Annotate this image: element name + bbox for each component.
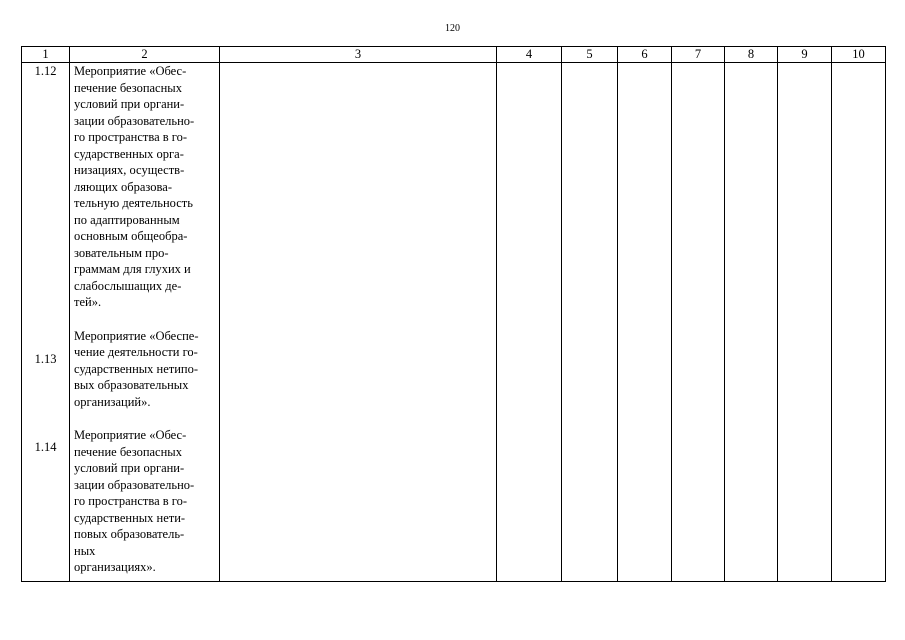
column-header-10: 10: [832, 47, 886, 63]
measure-text-1-12: Мероприятие «Обес- печение безопасных условий при органи- зации образовательно- го пространства в го- сударственных орга- низациях, осуществ- ляющих образова- тельную деятельность по адаптированным основным общеобра- зовательным про- граммам для глухих и слабослышащих де- тей».: [74, 64, 195, 309]
table-row: [22, 63, 886, 582]
row-number-1-14: 1.14: [34, 440, 57, 454]
measure-text-1-13: Мероприятие «Обеспе- чение деятельности го- сударственных нетипо- вых образовательных организаций».: [74, 328, 199, 409]
column-header-1: 1: [22, 47, 70, 63]
column-7-cell: [672, 63, 725, 582]
column-header-5: 5: [562, 47, 618, 63]
page-number: 120: [445, 23, 460, 34]
column-10-cell: [832, 63, 886, 582]
header-row: [22, 47, 886, 63]
row-number-1-13: 1.13: [34, 351, 57, 366]
column-8-cell: [725, 63, 778, 582]
measure-text-1-14: Мероприятие «Обес- печение безопасных условий при органи- зации образовательно- го пространства в го- сударственных нети- повых образователь- ных организациях».: [74, 428, 195, 574]
column-header-3: 3: [220, 47, 497, 63]
measures-table: [21, 46, 886, 582]
column-4-cell: [497, 63, 562, 582]
column-6-cell: [618, 63, 672, 582]
number-column-cell: [22, 63, 70, 582]
column-header-7: 7: [672, 47, 725, 63]
column-5-cell: [562, 63, 618, 582]
column-header-8: 8: [725, 47, 778, 63]
row-number-1-12: 1.12: [34, 64, 57, 78]
column-header-9: 9: [778, 47, 832, 63]
column-header-2: 2: [70, 47, 220, 63]
measure-text-column-cell: [70, 63, 220, 582]
column-header-4: 4: [497, 47, 562, 63]
column-3-cell: [220, 63, 497, 582]
column-9-cell: [778, 63, 832, 582]
column-header-6: 6: [618, 47, 672, 63]
